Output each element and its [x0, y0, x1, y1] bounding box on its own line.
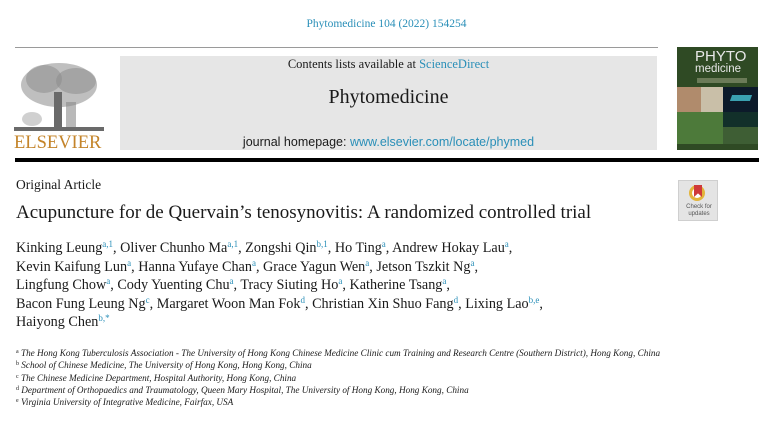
article-title: Acupuncture for de Quervain’s tenosynovitis: A randomized controlled trial: [16, 202, 592, 223]
elsevier-logo-text[interactable]: ELSEVIER: [14, 133, 102, 153]
journal-homepage: [120, 135, 657, 149]
author[interactable]: Tracy Siuting Ho$^a$: [240, 276, 343, 293]
cover-herbarium-tile: [701, 87, 723, 112]
journal-title: Phytomedicine: [328, 86, 449, 108]
author[interactable]: Lingfung Chow$^a$: [16, 276, 111, 293]
top-divider: [15, 47, 658, 48]
affiliation: $^a$ The Hong Kong Tuberculosis Association - The University of Hong Kong Chinese Medicine Clinic cum Training and Research Centre (Southern District), Hong Kong, China: [16, 348, 661, 358]
affiliation: $^c$ The Chinese Medicine Department, Hospital Authority, Hong Kong, China: [16, 372, 297, 383]
check-for-updates-button[interactable]: [678, 180, 718, 221]
author[interactable]: Hanna Yufaye Chan$^a$: [138, 257, 256, 275]
check-updates-label: Check for updates: [686, 204, 712, 217]
cover-plant-tile: [677, 112, 723, 144]
affiliation: $^d$ Department of Orthopaedics and Traumatology, Queen Mary Hospital, The University of Hong Kong, Hong Kong, China: [16, 384, 469, 395]
cover-graph-shape: [730, 95, 752, 101]
cover-subtitle-bar: [697, 78, 747, 83]
cover-portrait-tile: [677, 87, 701, 112]
contents-prefix: Contents lists available at: [287, 57, 420, 71]
cover-title-line1: PHYTO: [695, 48, 747, 65]
homepage-link[interactable]: www.elsevier.com/locate/phymed: [349, 135, 535, 149]
journal-citation[interactable]: Phytomedicine 104 (2022) 154254: [306, 18, 467, 30]
author[interactable]: Jetson Tszkit Ng$^a$: [376, 257, 475, 275]
sciencedirect-link[interactable]: ScienceDirect: [419, 57, 490, 71]
cover-title-line2: medicine: [695, 63, 742, 75]
author[interactable]: Oliver Chunho Ma$^{a,1}$: [120, 239, 239, 256]
homepage-prefix: journal homepage:: [242, 135, 350, 149]
affiliation: $^e$ Virginia University of Integrative Medicine, Fairfax, USA: [16, 397, 234, 408]
author[interactable]: Grace Yagun Wen$^a$: [263, 257, 370, 275]
author[interactable]: Bacon Fung Leung Ng$^c$: [16, 294, 150, 312]
author[interactable]: Kinking Leung$^{a,1}$: [16, 239, 114, 256]
header-divider: [15, 158, 759, 162]
author[interactable]: Zongshi Qin$^{b,1}$: [245, 239, 328, 256]
cover-cells-tile: [723, 112, 758, 127]
affiliation-list: [16, 347, 716, 408]
author[interactable]: Haiyong Chen$^{b,*}$: [16, 313, 110, 330]
author-list: Kinking Leung$^{a,1}$, Oliver Chunho Ma$^{a,1}$, Zongshi Qin$^{b,1}$, Ho Ting$^a$, Andrew Hokay Lau$^a$, Kevin Kaifung Lun$^a$, Hanna Yufaye Chan$^a$, Grace Yagun Wen$^a$, Jetson Tszkit Ng$^a$, Lingfung Chow$^a$, Cody Yuenting Chu$^a$, Tracy Siuting Ho$^a$, Katherine Tsang$^a$, Bacon Fung Leung Ng$^c$, Margaret Woon Man Fok$^d$, Christian Xin Shuo Fang$^d$, Lixing Lao$^{b,e}$, Haiyong Chen$^{b,*}$: [16, 239, 543, 330]
author[interactable]: Cody Yuenting Chu$^a$: [117, 276, 234, 293]
author[interactable]: Ho Ting$^a$: [334, 239, 386, 256]
article-type: Original Article: [16, 177, 102, 192]
affiliation: $^b$ School of Chinese Medicine, The University of Hong Kong, Hong Kong, China: [16, 360, 312, 371]
cover-grass-tile: [723, 127, 758, 144]
journal-cover-image[interactable]: [677, 47, 758, 150]
contents-line: [120, 57, 657, 72]
author[interactable]: Christian Xin Shuo Fang$^d$: [312, 294, 459, 312]
author[interactable]: Katherine Tsang$^a$: [349, 276, 447, 293]
author[interactable]: Lixing Lao$^{b,e}$: [465, 294, 540, 312]
author[interactable]: Kevin Kaifung Lun$^a$: [16, 257, 132, 275]
author[interactable]: Margaret Woon Man Fok$^d$: [156, 294, 305, 312]
author[interactable]: Andrew Hokay Lau$^a$: [392, 239, 509, 256]
